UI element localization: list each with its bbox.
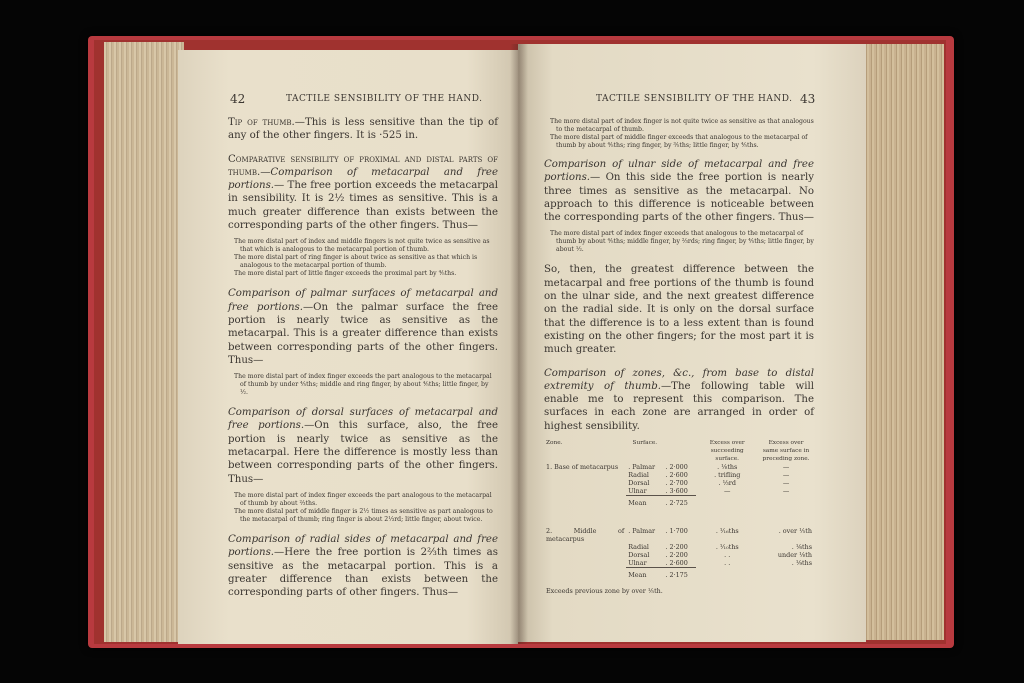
prev: — — [782, 487, 790, 496]
table-row — [544, 471, 814, 479]
right-page-body — [544, 118, 814, 595]
surface: . Palmar — [628, 527, 656, 536]
comparative-note: The more distal part of index and middle fingers is not quite twice as sensitive as that which is analogous to the metacarpal portion of thumb. — [234, 238, 490, 254]
excess: . . — [724, 551, 731, 560]
palmar-note: The more distal part of index finger exceeds the part analogous to the metacarpal of thumb by under ⅘ths; middle and ring finger, by about ⅘ths; little finger, by ½. — [234, 373, 492, 397]
value: . 2·700 — [665, 479, 688, 488]
top-note: The more distal part of middle finger exceeds that analogous to the metacarpal of thumb by about ⅘ths; ring finger, by ⅗ths; little finger, by ⅘ths. — [550, 134, 808, 149]
value: . 2·200 — [665, 543, 688, 552]
empty-cell — [544, 551, 626, 559]
left-page-body — [228, 116, 498, 605]
excess: . ⅟₁₀ths — [715, 543, 739, 552]
header-prev: Excess over same surface in preceding zone. — [762, 440, 810, 463]
header-value-spacer — [663, 439, 696, 463]
comparative-subheading: —Comparison of metacarpal and free portions. — [228, 166, 498, 192]
tip-heading: Tip of thumb. — [228, 117, 295, 128]
empty-cell — [544, 568, 626, 580]
ulnar-paragraph — [544, 158, 814, 224]
empty-cell — [544, 479, 626, 487]
palmar-heading: Comparison of palmar surfaces of metacarpal and free portions. — [228, 288, 498, 313]
dorsal-note: The more distal part of middle finger is 2½ times as sensitive as part analogous to the metacarpal of thumb; ring finger is about 2⅓rd; little finger, about twice. — [234, 507, 493, 523]
zone-name: 1. Base of metacarpus — [546, 463, 619, 472]
ulnar-note: The more distal part of index finger exceeds that analogous to the metacarpal of thumb by about ⅘ths; middle finger, by ⅔rds; ring finger, by ⅘ths; little finger, by about ½. — [550, 230, 814, 254]
table-mean-row — [544, 496, 814, 508]
mean-value: . 2·725 — [663, 496, 696, 508]
palmar-paragraph — [228, 287, 498, 367]
tip-text: —This is less sensitive than the tip of any of the other fingers. It is ·525 in. — [228, 117, 498, 142]
radial-heading: Comparison of radial sides of metacarpal and free portions. — [228, 533, 498, 559]
dorsal-heading: Comparison of dorsal surfaces of metacarpal and free portions. — [228, 407, 498, 432]
excess: . trifling — [714, 471, 741, 480]
surface: Radial — [628, 471, 649, 480]
ulnar-text: — On this side the free portion is nearly three times as sensitive as the metacarpal. No approach to this difference is noticeable between the corresponding parts of the other fingers. Thus— — [544, 172, 814, 224]
value: . 2·200 — [665, 551, 688, 560]
surface: Ulnar — [628, 487, 647, 496]
comparative-notes — [228, 238, 498, 278]
mean-label: Mean — [626, 568, 663, 580]
prev: under ⅛th — [777, 551, 812, 560]
ulnar-heading: Comparison of ulnar side of metacarpal and free portions. — [544, 159, 814, 184]
comparative-heading: Comparative sensibility of proximal and distal parts of thumb. — [228, 153, 498, 178]
table-row — [544, 527, 814, 543]
prev: . ⅙ths — [791, 543, 812, 552]
dorsal-paragraph — [228, 406, 498, 486]
table-spacer — [544, 507, 814, 527]
mean-value: . 2·175 — [663, 568, 696, 580]
zones-text: —The following table will enable me to represent this comparison. The surfaces in each zone are arranged in order of highest sensibility. — [544, 380, 814, 432]
empty-cell — [544, 496, 626, 508]
right-page-number: 43 — [800, 92, 816, 106]
surface: Dorsal — [628, 551, 650, 560]
prev: . over ⅕th — [778, 527, 812, 536]
table-row — [544, 543, 814, 551]
dorsal-text: —On this surface, also, the free portion is nearly twice as sensitive as the metacarpal. Here the difference is mostly less than between corresponding parts of the other fingers. Thus— — [228, 420, 498, 485]
left-running-header: TACTILE SENSIBILITY OF THE HAND. — [286, 94, 483, 104]
right-page-edges — [864, 44, 944, 640]
right-page — [518, 44, 866, 642]
summary-paragraph: So, then, the greatest difference between the metacarpal and free portions of the thumb is found on the ulnar side, and the next greatest difference on the radial side. It is only on the dorsal surface that the difference is to a less extent than is found existing on the other fingers; for the most part it is much greater. — [544, 264, 814, 356]
excess: . . — [724, 559, 731, 568]
excess: . ⅟₁₆ths — [715, 527, 739, 536]
empty-cell — [544, 471, 626, 479]
empty-cell — [544, 559, 626, 568]
value: . 2·600 — [665, 559, 688, 568]
radial-paragraph — [228, 533, 498, 599]
prev: — — [782, 479, 790, 488]
prev: — — [782, 471, 790, 480]
top-notes — [544, 118, 814, 150]
comparative-paragraph — [228, 153, 498, 233]
empty-cell — [544, 487, 626, 496]
value: . 2·600 — [665, 471, 688, 480]
empty-cell — [696, 568, 758, 580]
left-page-edges — [104, 42, 184, 642]
comparative-note: The more distal part of little finger exceeds the proximal part by ⅘ths. — [234, 270, 457, 278]
left-page — [178, 50, 518, 644]
left-page-number: 42 — [230, 92, 246, 106]
palmar-text: —On the palmar surface the free portion is nearly twice as sensitive as the metacarpal. This is a greater difference than exists between corresponding parts of the other fingers. Thus— — [228, 301, 498, 366]
excess: . ⅛ths — [717, 463, 738, 472]
mean-label: Mean — [626, 496, 663, 508]
surface: . Palmar — [628, 463, 656, 472]
table-mean-row — [544, 568, 814, 580]
table-footer: Exceeds previous zone by over ⅕th. — [546, 587, 663, 596]
zones-paragraph — [544, 367, 814, 433]
zones-table — [544, 439, 814, 595]
table-row — [544, 487, 814, 496]
surface: Radial — [628, 543, 649, 552]
excess: — — [724, 487, 731, 496]
prev: . ⅑ths — [791, 559, 812, 568]
table-row — [544, 551, 814, 559]
value: . 1·700 — [665, 527, 688, 536]
prev: — — [782, 463, 790, 472]
table-row — [544, 479, 814, 487]
radial-text: —Here the free portion is 2⅔th times as sensitive as the metacarpal portion. This is a greater difference than exists between the corresponding parts of other fingers. Thus— — [228, 547, 498, 599]
tip-paragraph — [228, 116, 498, 143]
zones-heading: Comparison of zones, &c., from base to distal extremity of thumb. — [544, 367, 814, 392]
dorsal-notes — [228, 492, 498, 524]
header-surface: Surface. — [632, 440, 658, 447]
header-excess: Excess over succeeding surface. — [709, 440, 745, 463]
table-row — [544, 463, 814, 471]
table-header-row — [544, 439, 814, 463]
surface: Dorsal — [628, 479, 650, 488]
book-gutter-shadow — [510, 44, 528, 644]
value: . 3·600 — [665, 487, 688, 496]
comparative-text: — The free portion exceeds the metacarpal in sensibility. It is 2½ times as sensitive. This is a much greater difference than exists between the corresponding parts of the other fingers. Thus— — [228, 180, 498, 232]
excess: . ⅓rd — [718, 479, 736, 488]
top-note: The more distal part of index finger is not quite twice as sensitive as that analogous to the metacarpal of thumb. — [550, 118, 814, 133]
dorsal-note: The more distal part of index finger exceeds the part analogous to the metacarpal of thumb by about ⅔ths. — [234, 491, 492, 507]
table-footer-row — [544, 587, 814, 595]
table-row — [544, 559, 814, 568]
empty-cell — [544, 543, 626, 551]
zone-name: 2. Middle of metacarpus — [546, 527, 625, 544]
value: . 2·000 — [665, 463, 688, 472]
comparative-note: The more distal part of ring finger is about twice as sensitive as that which is analogous to the metacarpal portion of thumb. — [234, 254, 478, 270]
empty-cell — [696, 496, 758, 508]
empty-cell — [758, 496, 814, 508]
right-running-header: TACTILE SENSIBILITY OF THE HAND. — [596, 94, 793, 104]
surface: Ulnar — [628, 559, 647, 568]
empty-cell — [758, 568, 814, 580]
header-zone: Zone. — [546, 440, 563, 447]
table-spacer — [544, 579, 814, 587]
